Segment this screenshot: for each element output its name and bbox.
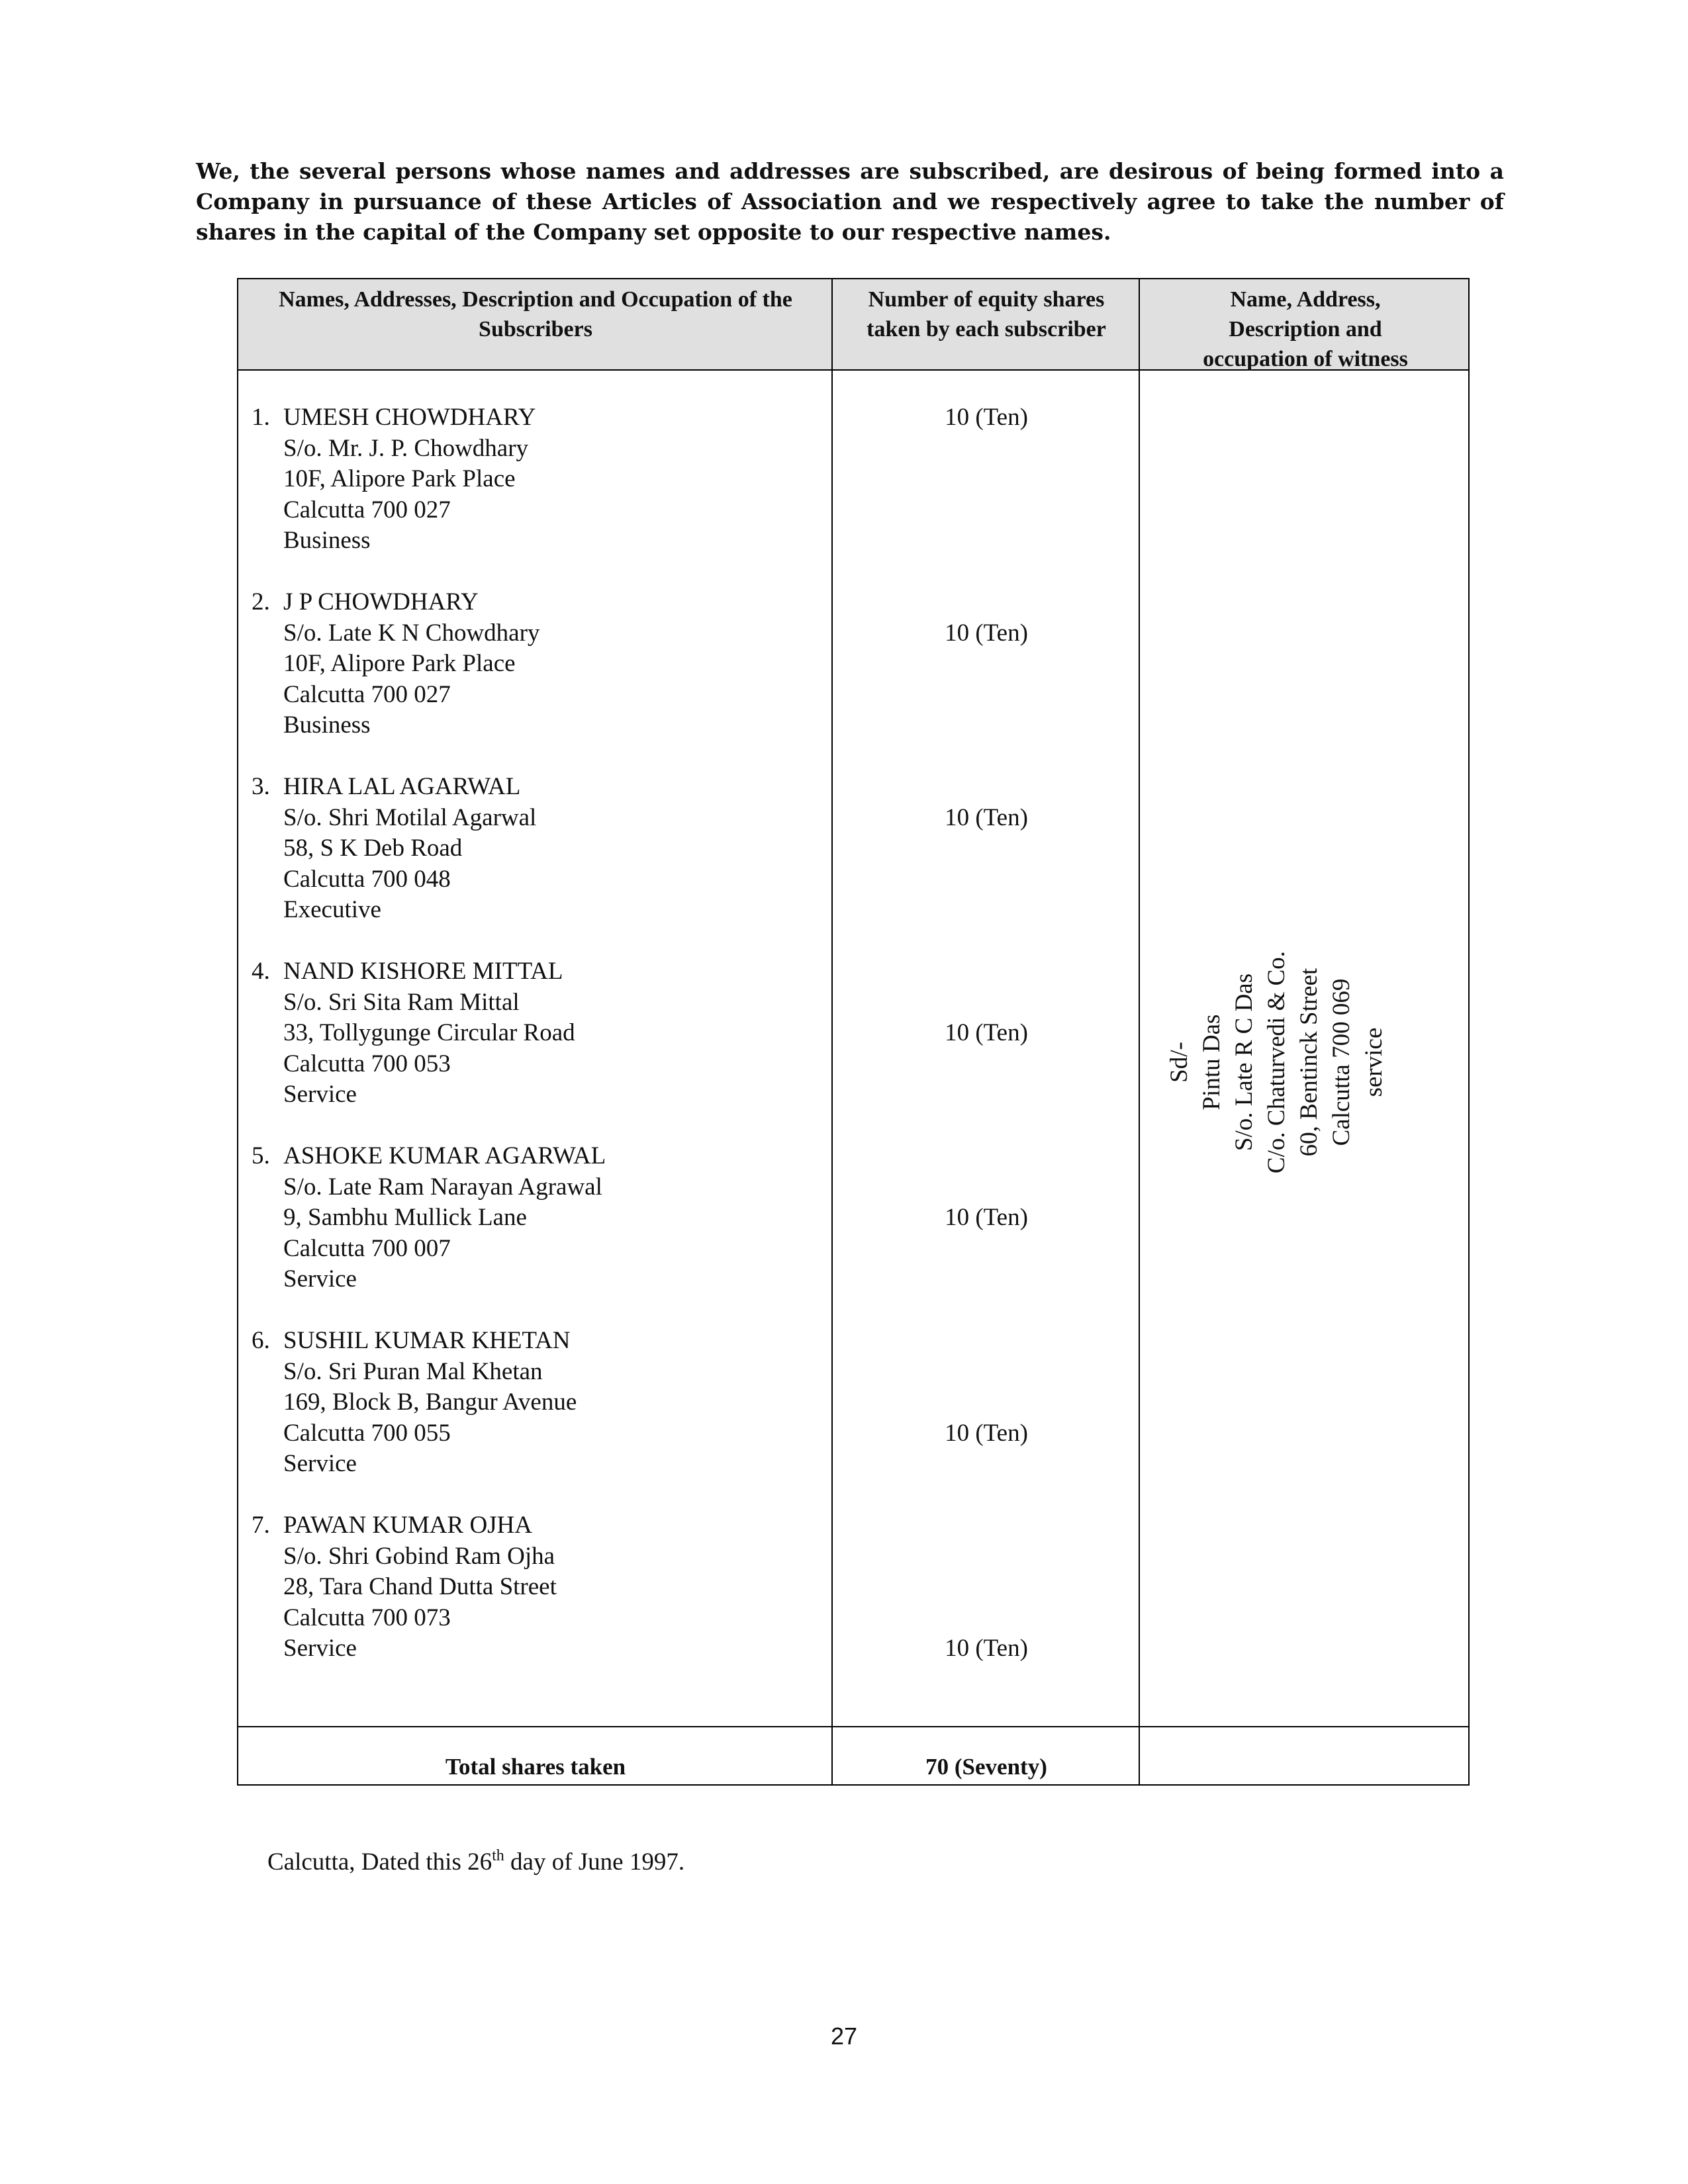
- subscriber-occupation: Service: [283, 1450, 357, 1477]
- header-subscribers: Names, Addresses, Description and Occupation of the Subscribers: [279, 287, 792, 341]
- subscriber-name: J P CHOWDHARY: [283, 588, 479, 615]
- total-divider: [238, 1726, 1468, 1727]
- witness-signature: [1167, 877, 1385, 1248]
- header-shares: Number of equity shares taken by each subscriber: [867, 287, 1106, 341]
- subscriber-shares: 10 (Ten): [945, 803, 1028, 831]
- subscriber-shares: 10 (Ten): [945, 1419, 1028, 1447]
- witness-line: Calcutta 700 069: [1327, 978, 1355, 1146]
- subscriber-number: 3.: [252, 773, 270, 800]
- table-header: [238, 279, 1468, 371]
- subscriber-relation: S/o. Late K N Chowdhary: [283, 619, 540, 647]
- subscriber-address2: Calcutta 700 027: [283, 680, 451, 708]
- total-label: Total shares taken: [445, 1754, 626, 1780]
- subscriber-relation: S/o. Sri Sita Ram Mittal: [283, 988, 520, 1016]
- subscriber-name: HIRA LAL AGARWAL: [283, 773, 521, 800]
- subscriber-name: SUSHIL KUMAR KHETAN: [283, 1327, 571, 1354]
- subscriber-name: ASHOKE KUMAR AGARWAL: [283, 1142, 606, 1169]
- subscriber-relation: S/o. Shri Gobind Ram Ojha: [283, 1542, 555, 1570]
- header-witness: Name, Address, Description and occupation of witness: [1203, 287, 1408, 371]
- witness-line: service: [1360, 1027, 1387, 1097]
- subscriber-shares: 10 (Ten): [945, 1019, 1028, 1046]
- subscriber-name: UMESH CHOWDHARY: [283, 404, 536, 431]
- subscriber-number: 2.: [252, 588, 270, 615]
- witness-line: S/o. Late R C Das: [1230, 973, 1258, 1152]
- subscriber-address2: Calcutta 700 007: [283, 1234, 451, 1262]
- subscriber-relation: S/o. Sri Puran Mal Khetan: [283, 1357, 543, 1385]
- subscriber-number: 7.: [252, 1512, 270, 1539]
- witness-line: Pintu Das: [1197, 1014, 1225, 1111]
- subscriber-shares: 10 (Ten): [945, 404, 1028, 431]
- witness-line: Sd/-: [1165, 1042, 1193, 1083]
- subscriber-address2: Calcutta 700 048: [283, 865, 451, 893]
- page-number: 27: [830, 2023, 858, 2050]
- subscriber-occupation: Executive: [283, 896, 381, 923]
- subscriber-relation: S/o. Late Ram Narayan Agrawal: [283, 1173, 602, 1201]
- subscriber-relation: S/o. Mr. J. P. Chowdhary: [283, 434, 529, 462]
- subscriber-name: PAWAN KUMAR OJHA: [283, 1512, 532, 1539]
- subscriber-name: NAND KISHORE MITTAL: [283, 958, 563, 985]
- date-line: Calcutta, Dated this 26th day of June 1997.: [267, 1847, 685, 1876]
- subscriber-occupation: Business: [283, 711, 371, 739]
- subscriber-shares: 10 (Ten): [945, 1635, 1028, 1662]
- subscriber-number: 4.: [252, 958, 270, 985]
- subscriber-occupation: Service: [283, 1081, 357, 1108]
- subscriber-relation: S/o. Shri Motilal Agarwal: [283, 803, 537, 831]
- subscriber-address1: 58, S K Deb Road: [283, 835, 463, 862]
- subscriber-number: 5.: [252, 1142, 270, 1169]
- intro-paragraph: We, the several persons whose names and addresses are subscribed, are desirous of being formed into a Company in pursuance of these Articles of Association and we respectively agree to take the number of shares in the capital of the Company set opposite to our respective names.: [196, 158, 1504, 245]
- subscriber-address1: 9, Sambhu Mullick Lane: [283, 1204, 527, 1231]
- witness-line: C/o. Chaturvedi & Co.: [1262, 950, 1290, 1174]
- subscriber-occupation: Service: [283, 1635, 357, 1662]
- witness-line: 60, Bentinck Street: [1295, 968, 1323, 1157]
- subscriber-address1: 10F, Alipore Park Place: [283, 650, 516, 677]
- subscriber-address2: Calcutta 700 073: [283, 1604, 451, 1631]
- subscriber-address1: 10F, Alipore Park Place: [283, 465, 516, 492]
- subscriber-address2: Calcutta 700 055: [283, 1419, 451, 1447]
- subscriber-address2: Calcutta 700 027: [283, 496, 451, 523]
- subscriber-address1: 28, Tara Chand Dutta Street: [283, 1573, 557, 1600]
- subscriber-shares: 10 (Ten): [945, 619, 1028, 647]
- subscriber-number: 6.: [252, 1327, 270, 1354]
- subscriber-shares: 10 (Ten): [945, 1204, 1028, 1231]
- subscriber-address1: 169, Block B, Bangur Avenue: [283, 1388, 577, 1416]
- total-value: 70 (Seventy): [925, 1754, 1047, 1780]
- subscriber-address2: Calcutta 700 053: [283, 1050, 451, 1077]
- subscriber-occupation: Business: [283, 527, 371, 554]
- subscriber-occupation: Service: [283, 1265, 357, 1293]
- subscriber-address1: 33, Tollygunge Circular Road: [283, 1019, 575, 1046]
- subscribers-table: [237, 278, 1470, 1786]
- subscriber-number: 1.: [252, 404, 270, 431]
